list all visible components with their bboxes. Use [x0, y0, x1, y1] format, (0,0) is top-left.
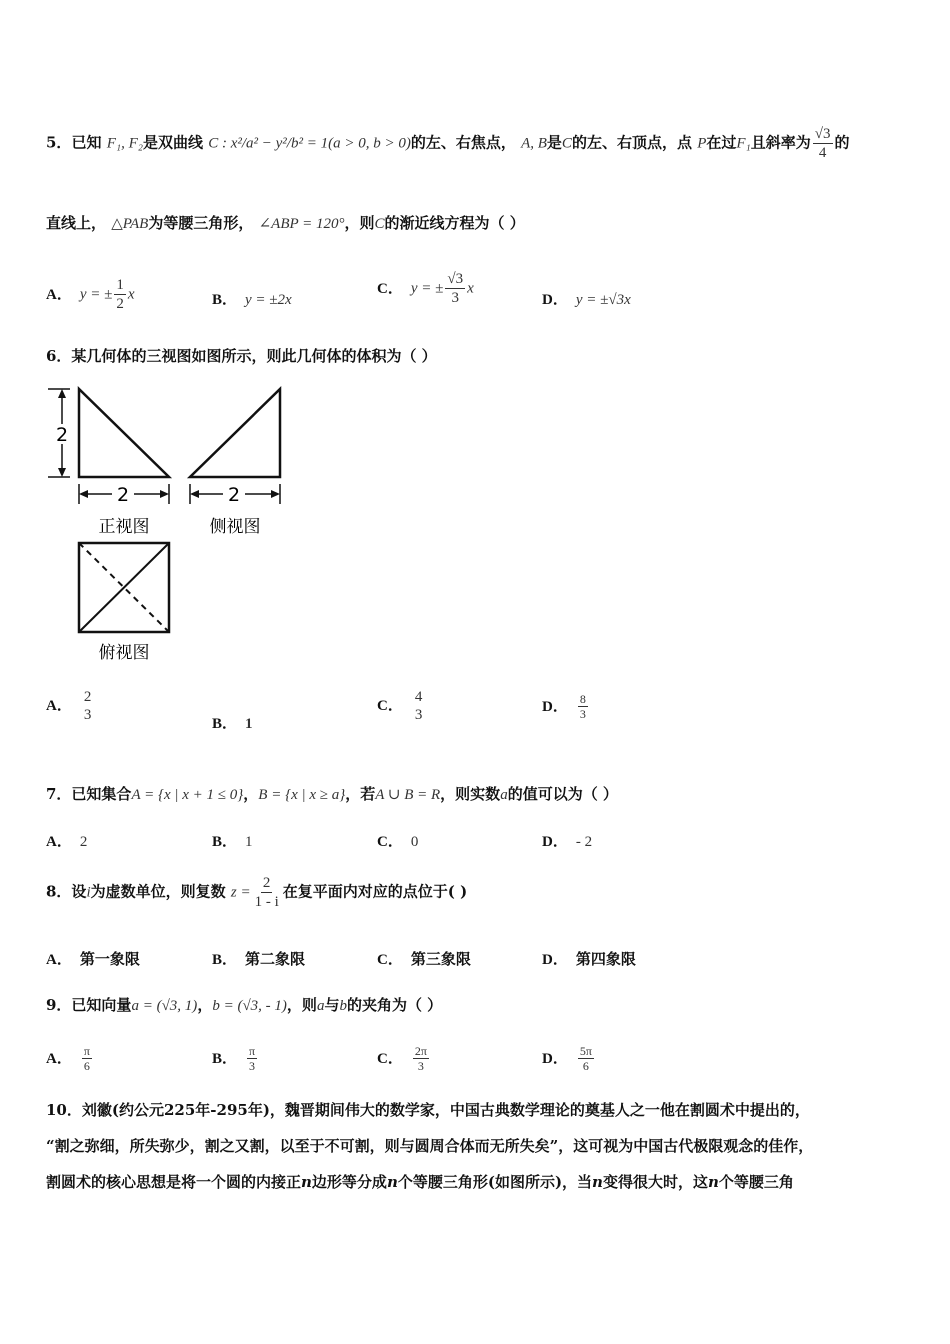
- frac-num: 8: [579, 692, 586, 706]
- q10-var-n: n: [592, 1173, 603, 1191]
- q10-text: 个等腰三角: [718, 1173, 794, 1191]
- q10-text: 变得很大时，这: [602, 1173, 708, 1191]
- option-label: B．: [212, 1050, 238, 1067]
- question-9-stem: [46, 994, 442, 1015]
- q8-fraction: [253, 874, 281, 911]
- q5-curve-c: C: [561, 135, 572, 152]
- q10-var-n: n: [386, 1173, 398, 1191]
- q9-vector-b: b = (√3, - 1): [212, 998, 287, 1014]
- q7-text: ，则实数: [440, 785, 501, 803]
- frac-den: 3: [249, 1059, 256, 1074]
- option-math: y = ±: [79, 286, 113, 303]
- q5-hyperbola: C : x²/a² − y²/b² = 1(a > 0, b > 0): [208, 135, 411, 152]
- front-view-triangle: [79, 389, 169, 477]
- q9-text: ，则: [286, 996, 317, 1014]
- q5-foci: F₁, F₂: [106, 135, 143, 152]
- q10-line: [46, 1164, 906, 1200]
- option-math: x: [127, 286, 135, 303]
- side-view-label: 侧视图: [209, 517, 261, 537]
- q9-text: ，: [197, 996, 213, 1014]
- frac-num: π: [83, 1044, 90, 1058]
- arrow-left-icon: [79, 490, 88, 498]
- frac-num: √3: [447, 271, 464, 287]
- option-label: B．: [212, 716, 238, 732]
- frac-den: 1 - i: [254, 894, 279, 910]
- q5-slope-den: 4: [818, 145, 827, 161]
- q8-option-b[interactable]: [212, 948, 305, 969]
- q9-vector-a: a = (√3, 1): [131, 998, 198, 1014]
- q8-option-c[interactable]: [377, 948, 471, 969]
- q10-text: 割圆术的核心思想是将一个圆的内接正: [46, 1173, 302, 1191]
- q8-var-i: i: [86, 884, 91, 901]
- option-label: C．: [377, 1050, 403, 1067]
- q7-option-d[interactable]: [542, 830, 592, 851]
- frac-den: 2: [116, 296, 124, 312]
- option-label: D．: [542, 292, 568, 308]
- q9-text: 9．已知向量: [46, 996, 132, 1014]
- top-view-label: 俯视图: [98, 643, 150, 663]
- q9-option-d[interactable]: [542, 1044, 596, 1074]
- dim-front-width-label: 2: [116, 484, 130, 506]
- q5-text: 为等腰三角形，: [148, 214, 254, 232]
- q8-option-a[interactable]: [46, 948, 140, 969]
- option-math: y = ±2x: [245, 292, 292, 308]
- option-fraction: [114, 276, 126, 313]
- option-fraction: [578, 692, 588, 722]
- q5-option-d[interactable]: [542, 288, 631, 309]
- option-fraction: [445, 270, 465, 307]
- option-fraction: [578, 1044, 594, 1074]
- q7-var-a: a: [500, 787, 508, 803]
- q5-option-b[interactable]: [212, 288, 292, 309]
- option-label: D．: [542, 952, 568, 968]
- q5-text: 且斜率为: [750, 133, 811, 152]
- option-fraction: [82, 1044, 92, 1074]
- q5-option-c[interactable]: [377, 270, 474, 307]
- frac-num: 4: [414, 689, 423, 705]
- q7-option-b[interactable]: [212, 830, 253, 851]
- q9-text: 的夹角为（ ）: [346, 996, 443, 1014]
- frac-num: 2π: [414, 1044, 427, 1058]
- q5-triangle: △PAB: [111, 216, 149, 232]
- arrow-up-icon: [58, 389, 66, 398]
- q6-option-b[interactable]: [212, 712, 253, 733]
- q6-option-a[interactable]: [46, 688, 95, 724]
- q5-text: 是: [546, 133, 562, 152]
- q7-text: 7．已知集合: [46, 785, 132, 803]
- arrow-right-icon: [160, 490, 169, 498]
- question-10-paragraph: [46, 1092, 906, 1200]
- q8-text: 为虚数单位，则复数: [90, 882, 226, 901]
- q7-set-b: B = {x | x ≥ a}: [258, 787, 346, 803]
- q5-text: ，则: [344, 214, 375, 232]
- q5-text: 的渐近线方程为（ ）: [384, 214, 525, 232]
- question-6-stem: 6．某几何体的三视图如图所示，则此几何体的体积为（ ）: [46, 347, 437, 365]
- option-label: C．: [377, 952, 403, 968]
- option-label: D．: [542, 1050, 568, 1067]
- option-fraction: [247, 1044, 257, 1074]
- q5-text: 的左、右顶点，点: [571, 133, 692, 152]
- q5-option-a[interactable]: [46, 276, 135, 313]
- q5-angle: ∠ABP = 120°: [258, 216, 345, 232]
- q7-text: ，: [243, 785, 259, 803]
- q7-option-c[interactable]: [377, 830, 418, 851]
- option-label: A．: [46, 698, 72, 714]
- option-math: y = ±√3x: [575, 292, 631, 308]
- q5-vertices: A, B: [521, 135, 547, 152]
- q9-option-b[interactable]: [212, 1044, 259, 1074]
- option-label: C．: [377, 698, 403, 714]
- option-value: 第一象限: [79, 950, 140, 968]
- frac-den: 6: [83, 1059, 90, 1074]
- option-value: 2: [79, 834, 88, 850]
- question-7-stem: [46, 783, 618, 804]
- q9-var-a: a: [316, 998, 325, 1014]
- frac-num: 2: [262, 875, 271, 891]
- option-label: B．: [212, 292, 238, 308]
- q7-set-a: A = {x | x + 1 ≤ 0}: [131, 787, 244, 803]
- q5-slope-fraction: [813, 125, 833, 162]
- frac-num: 5π: [579, 1044, 592, 1058]
- arrow-left-icon: [190, 490, 199, 498]
- arrow-right-icon: [271, 490, 280, 498]
- frac-den: 3: [451, 290, 459, 306]
- frac-num: 1: [116, 277, 124, 293]
- option-fraction: [82, 688, 94, 724]
- option-label: B．: [212, 952, 238, 968]
- q8-option-d[interactable]: [542, 948, 636, 969]
- q9-option-a[interactable]: [46, 1044, 94, 1074]
- q8-text: 在复平面内对应的点位于( ): [282, 882, 468, 901]
- front-view-label: 正视图: [98, 517, 150, 537]
- question-5-line1: [46, 125, 850, 162]
- q5-text: 直线上，: [46, 214, 107, 232]
- option-label: A．: [46, 952, 72, 968]
- q10-var-n: n: [301, 1173, 312, 1191]
- option-value: 1: [245, 716, 253, 732]
- option-fraction: [413, 1044, 429, 1074]
- q7-option-a[interactable]: [46, 830, 87, 851]
- q10-line: 10．刘徽(约公元225年-295年)，魏晋期间伟大的数学家，中国古典数学理论的奠基人之一他在割圆术中提出的，: [46, 1101, 810, 1119]
- q5-text: 已知: [71, 133, 102, 152]
- option-fraction: [413, 688, 425, 724]
- q10-var-n: n: [707, 1173, 719, 1191]
- option-value: 第四象限: [575, 950, 636, 968]
- q7-text: ，若: [345, 785, 376, 803]
- q7-text: 的值可以为（ ）: [507, 785, 618, 803]
- q8-text: 8．设: [46, 882, 87, 901]
- side-view-triangle: [190, 389, 280, 477]
- dim-side-width-label: 2: [227, 484, 241, 506]
- option-label: A．: [46, 1050, 72, 1067]
- frac-den: 3: [414, 707, 423, 723]
- q5-text: 是双曲线: [142, 133, 203, 152]
- q9-text: 与: [324, 996, 340, 1014]
- option-math: y = ±: [410, 280, 444, 297]
- frac-den: 6: [582, 1059, 589, 1074]
- option-value: 1: [245, 834, 253, 850]
- option-math: x: [467, 280, 474, 297]
- question-5-line2: [46, 212, 525, 233]
- q6-option-d[interactable]: [542, 692, 590, 722]
- q5-slope-num: √3: [814, 126, 831, 142]
- q5-f1: F₁: [736, 135, 751, 152]
- q7-union: A ∪ B = R: [375, 787, 441, 803]
- q5-text: 的: [834, 133, 850, 152]
- q5-number: 5．: [46, 133, 72, 152]
- option-label: A．: [46, 286, 72, 303]
- option-value: - 2: [575, 834, 593, 850]
- three-view-figure: [40, 380, 300, 670]
- question-8-stem: [46, 874, 467, 911]
- frac-den: 3: [417, 1059, 424, 1074]
- option-label: D．: [542, 834, 568, 850]
- option-label: C．: [377, 280, 403, 297]
- q9-option-c[interactable]: [377, 1044, 431, 1074]
- option-label: B．: [212, 834, 238, 850]
- frac-num: π: [249, 1044, 256, 1058]
- option-label: D．: [542, 698, 568, 715]
- q6-option-c[interactable]: [377, 688, 426, 724]
- q10-text: 边形等分成: [311, 1173, 387, 1191]
- top-view-solid-diagonal: [79, 543, 169, 632]
- option-value: 第三象限: [410, 950, 471, 968]
- q8-var-z: z =: [230, 884, 251, 901]
- q5-curve-c: C: [374, 216, 385, 232]
- q5-text: 在过: [706, 133, 737, 152]
- option-label: C．: [377, 834, 403, 850]
- q5-text: 的左、右焦点，: [410, 133, 516, 152]
- frac-num: 2: [83, 689, 92, 705]
- q10-line: “割之弥细，所失弥少，割之又割，以至于不可割，则与圆周合体而无所失矣”，这可视为中国古代极限观念的佳作，: [46, 1137, 814, 1155]
- frac-den: 3: [83, 707, 92, 723]
- q9-var-b: b: [339, 998, 347, 1014]
- option-label: A．: [46, 834, 72, 850]
- q5-point-p: P: [697, 135, 707, 152]
- option-value: 0: [410, 834, 419, 850]
- q10-text: 个等腰三角形(如图所示)，当: [397, 1173, 593, 1191]
- arrow-down-icon: [58, 468, 66, 477]
- frac-den: 3: [579, 707, 586, 722]
- dim-height-label: 2: [55, 424, 69, 446]
- option-value: 第二象限: [245, 950, 306, 968]
